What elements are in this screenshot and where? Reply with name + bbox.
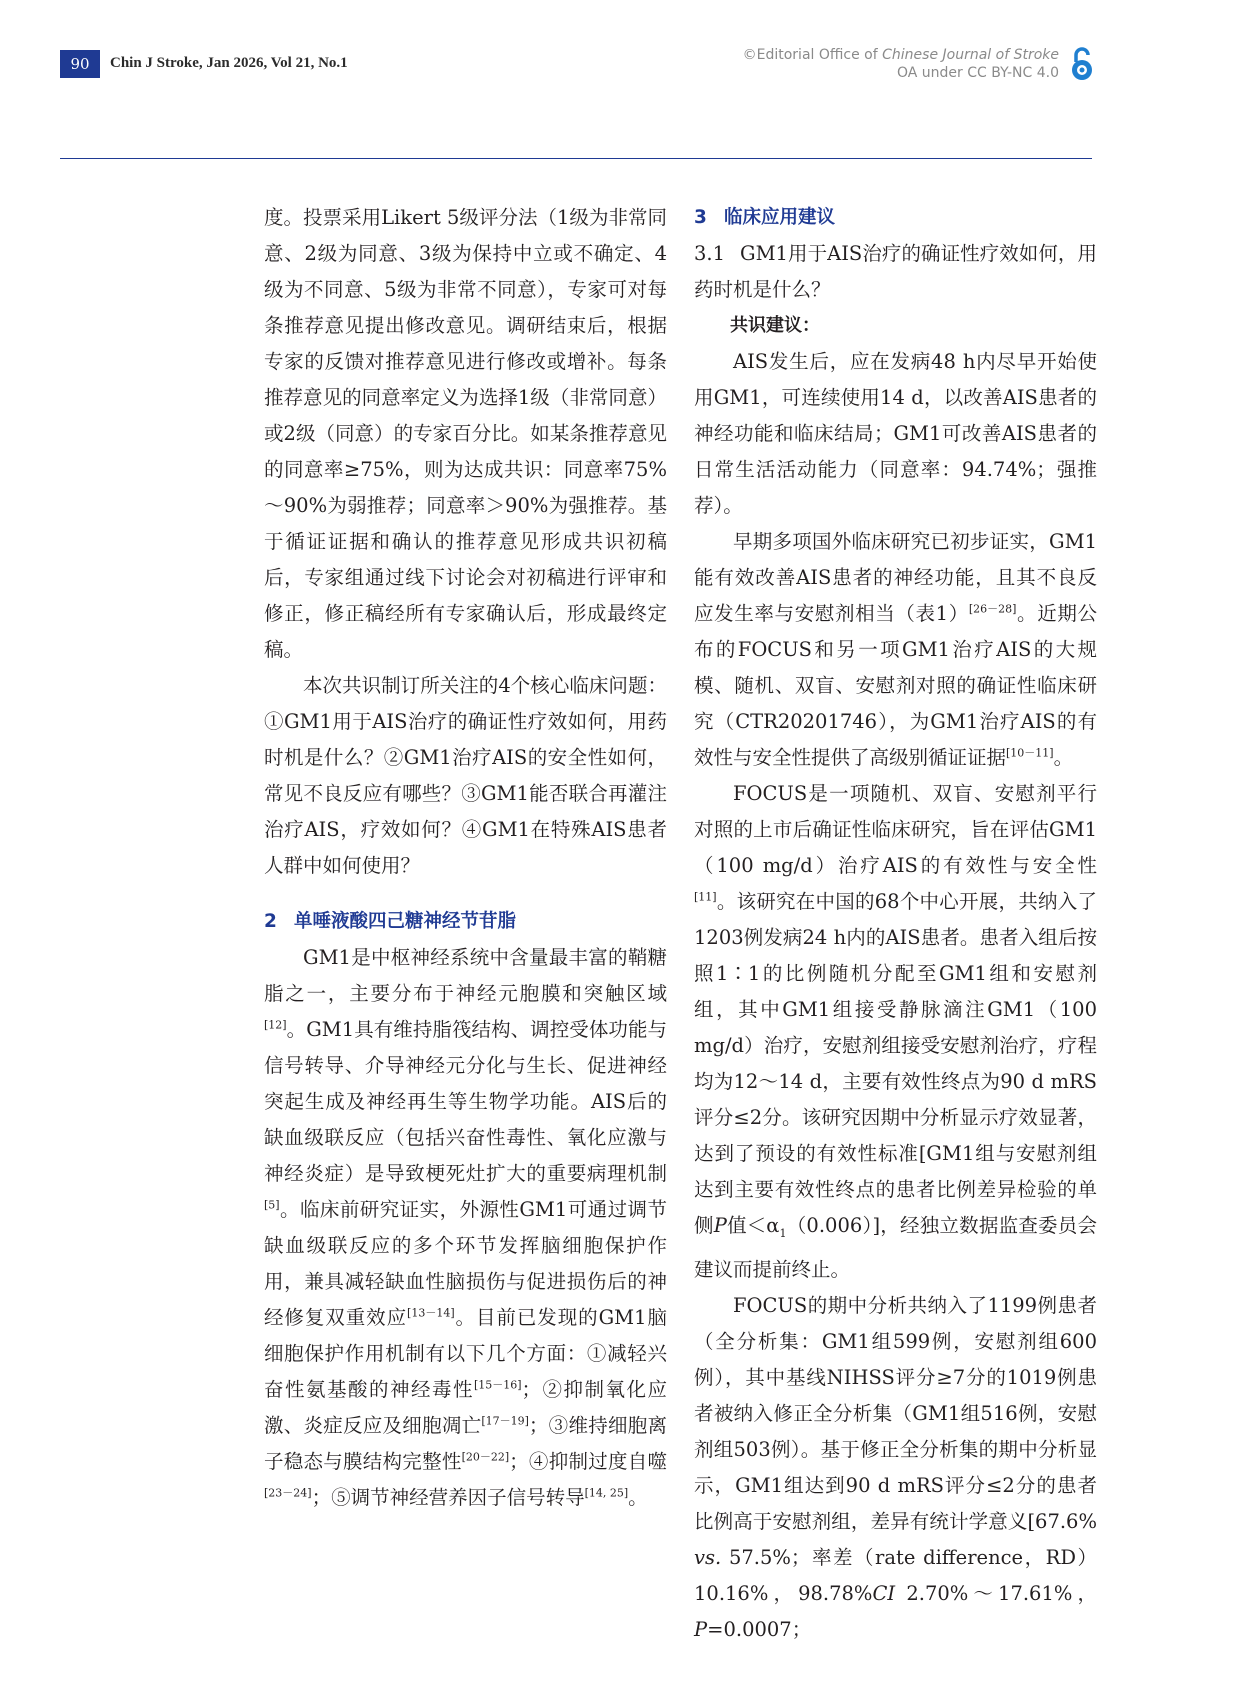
paragraph-voting: 度。投票采用Likert 5级评分法（1级为非常同意、2级为同意、3级为保持中立或不确定、4级为不同意、5级为非常不同意），专家可对每条推荐意见提出修改意见。调研结束后，根据专家的反馈对推荐意见进行修改或增补。每条推荐意见的同意率定义为选择1级（非常同意）或2级（同意）的专家百分比。如某条推荐意见的同意率≥75%，则为达成共识：同意率75%～90%为弱推荐；同意率＞90%为强推荐。基于循证证据和确认的推荐意见形成共识初稿后，专家组通过线下讨论会对初稿进行评审和修正，修正稿经所有专家确认后，形成最终定稿。: [264, 206, 667, 661]
section-3-heading: [694, 200, 1097, 236]
copyright-journal: Chinese Journal of Stroke: [882, 47, 1059, 63]
text-run: 。该研究在中国的68个中心开展，共纳入了1203例发病24 h内的AIS患者。患者入组后按照1∶1的比例随机分配至GM1组和安慰剂组，其中GM1组接受静脉滴注GM1（100 mg/d）治疗，安慰剂组接受安慰剂治疗，疗程均为12～14 d，主要有效性终点为90 d mRS评分≤2分。该研究因期中分析显示疗效显著，达到了预设的有效性标准[GM1组与安慰剂组达到主要有效性终点的患者比例差异检验的单侧: [694, 890, 1097, 1237]
text-run: 值＜α: [726, 1214, 780, 1237]
subsection-3-1-title: GM1用于AIS治疗的确证性疗效如何，用药时机是什么？: [694, 242, 1097, 301]
text-run: 。临床前研究证实，外源性GM1可通过调节缺血级联反应的多个环节发挥脑细胞保护作用，兼具减轻缺血性脑损伤与促进损伤后的神经修复双重效应: [264, 1198, 667, 1329]
citation: [11]: [694, 890, 717, 904]
citation: [10－11]: [1006, 746, 1054, 760]
copyright-notice: [743, 46, 1059, 82]
header-rule: [60, 158, 1092, 159]
italic-ci: CI: [872, 1581, 896, 1605]
section-2-number: 2: [264, 911, 277, 932]
text-run: ；⑤调节神经营养因子信号转导: [311, 1486, 585, 1509]
citation: [13－14]: [407, 1306, 455, 1320]
text-run: （0.006）]，经独立数据监查委员会建议而提前终止。: [694, 1214, 1098, 1281]
left-column: [264, 200, 667, 1516]
italic-vs: vs.: [694, 1545, 722, 1569]
text-run: 。目前已发现的GM1脑细胞保护作用机制有以下几个方面：①减轻兴奋性氨基酸的神经毒性: [264, 1306, 667, 1401]
text-run: =0.0007；: [707, 1617, 812, 1641]
citation: [12]: [264, 1018, 287, 1032]
subsection-3-1-number: 3.1: [694, 242, 726, 265]
text-run: 2.70%～17.61%，: [895, 1581, 1097, 1605]
citation: [14, 25]: [584, 1486, 629, 1500]
section-3-title: 临床应用建议: [724, 207, 836, 228]
journal-citation: Chin J Stroke, Jan 2026, Vol 21, No.1: [110, 55, 348, 71]
right-column: [694, 200, 1097, 1648]
license-text: OA under CC BY-NC 4.0: [897, 65, 1059, 81]
consensus-label: 共识建议：: [730, 315, 820, 336]
text-run: 。近期公布的FOCUS和另一项GM1治疗AIS的大规模、随机、双盲、安慰剂对照的确证性临床研究（CTR20201746），为GM1治疗AIS的有效性与安全性提供了高级别循证证据: [694, 602, 1097, 769]
page-number: 90: [60, 50, 100, 78]
citation: [15－16]: [473, 1378, 522, 1392]
citation: [23－24]: [264, 1486, 312, 1500]
text-run: ；④抑制过度自噬: [509, 1450, 667, 1473]
text-run: 。: [628, 1486, 648, 1509]
text-run: FOCUS是一项随机、双盲、安慰剂平行对照的上市后确证性临床研究，旨在评估GM1（100 mg/d）治疗AIS的有效性与安全性: [694, 782, 1097, 877]
citation: [26－28]: [968, 602, 1017, 616]
text-run: 。GM1具有维持脂筏结构、调控受体功能与信号转导、介导神经元分化与生长、促进神经突起生成及神经再生等生物学功能。AIS后的缺血级联反应（包括兴奋性毒性、氧化应激与神经炎症）是导致梗死灶扩大的重要病理机制: [264, 1018, 667, 1185]
citation: [5]: [264, 1198, 280, 1212]
text-run: 。: [1053, 746, 1074, 769]
text-run: GM1是中枢神经系统中含量最丰富的鞘糖脂之一，主要分布于神经元胞膜和突触区域: [264, 946, 667, 1005]
text-run: 早期多项国外临床研究已初步证实，GM1能有效改善AIS患者的神经功能，且其不良反应发生率与安慰剂相当（表1）: [694, 530, 1097, 625]
paragraph-early-studies: [694, 524, 1097, 776]
paragraph-gm1-mechanism: [264, 940, 667, 1516]
section-2-heading: [264, 904, 667, 940]
section-2-title: 单唾液酸四己糖神经节苷脂: [294, 911, 517, 932]
section-3-number: 3: [694, 207, 707, 228]
paragraph-recommendation: AIS发生后，应在发病48 h内尽早开始使用GM1，可连续使用14 d，以改善AIS患者的神经功能和临床结局；GM1可改善AIS患者的日常生活活动能力（同意率：94.74%；强推荐）。: [694, 350, 1097, 517]
subsection-3-1-heading: [694, 236, 1097, 308]
text-run: ；②抑制氧化应激、炎症反应及细胞凋亡: [264, 1378, 667, 1437]
paragraph-focus-design: [694, 776, 1097, 1288]
text-run: 57.5%；率差（rate difference，RD）10.16%，98.78%: [694, 1545, 1097, 1605]
spacer: [264, 884, 667, 904]
citation: [17－19]: [481, 1414, 529, 1428]
open-access-lock-icon: [1068, 46, 1096, 82]
text-run: ；③维持细胞离子稳态与膜结构完整性: [264, 1414, 667, 1473]
italic-p: P: [713, 1214, 727, 1237]
subscript: 1: [779, 1226, 787, 1240]
italic-p: P: [694, 1617, 708, 1641]
text-run: FOCUS的期中分析共纳入了1199例患者（全分析集：GM1组599例，安慰剂组600例），其中基线NIHSS评分≥7分的1019例患者被纳入修正全分析集（GM1组516例，安慰剂组503例）。基于修正全分析集的期中分析显示，GM1组达到90 d mRS评分≤2分的患者比例高于安慰剂组，差异有统计学意义[67.6%: [694, 1293, 1097, 1533]
citation: [20－22]: [461, 1450, 510, 1464]
copyright-prefix: ©Editorial Office of: [742, 47, 883, 63]
paragraph-focus-results: [694, 1288, 1097, 1648]
paragraph-core-questions: 本次共识制订所关注的4个核心临床问题：①GM1用于AIS治疗的确证性疗效如何，用药时机是什么？②GM1治疗AIS的安全性如何，常见不良反应有哪些？③GM1能否联合再灌注治疗AIS，疗效如何？④GM1在特殊AIS患者人群中如何使用？: [264, 674, 667, 877]
